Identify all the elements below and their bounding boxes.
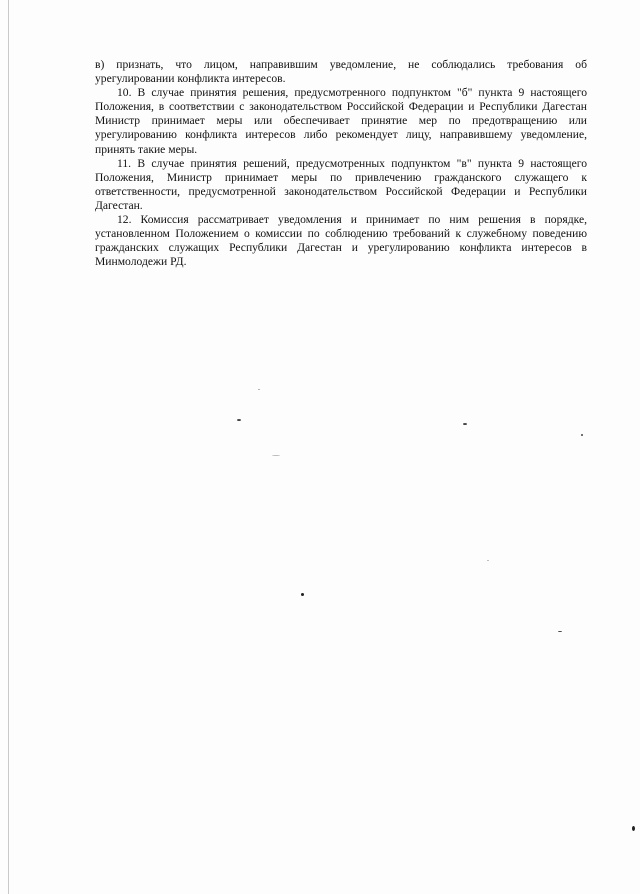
paragraph-item-v: в) признать, что лицом, направившим уведомление, не соблюдались требования об урегулировании конфликта интересов. bbox=[95, 58, 587, 86]
scan-speck bbox=[301, 593, 304, 596]
scan-speck bbox=[487, 560, 489, 561]
document-body bbox=[95, 58, 587, 269]
scan-speck bbox=[581, 434, 583, 436]
scan-speck bbox=[258, 389, 260, 390]
paragraph-10: 10. В случае принятия решения, предусмотренного подпунктом "б" пункта 9 настоящего Положения, в соответствии с законодательством Российской Федерации и Республики Дагестан Министр принимает меры или обеспечивает принятие мер по предотвращению или урегулированию конфликта интересов либо рекомендует лицу, направившему уведомление, принять такие меры. bbox=[95, 86, 587, 156]
paragraph-12: 12. Комиссия рассматривает уведомления и принимает по ним решения в порядке, установленном Положением о комиссии по соблюдению требований к служебному поведению гражданских служащих Республики Дагестан и урегулированию конфликта интересов в Минмолодежи РД. bbox=[95, 213, 587, 269]
scan-edge-line bbox=[8, 0, 9, 894]
scan-speck bbox=[272, 455, 280, 456]
scan-speck bbox=[463, 423, 467, 425]
paragraph-11: 11. В случае принятия решений, предусмотренных подпунктом "в" пункта 9 настоящего Положения, Министр принимает меры по привлечению гражданского служащего к ответственности, предусмотренной законодательством Российской Федерации и Республики Дагестан. bbox=[95, 156, 587, 212]
scan-speck bbox=[237, 419, 241, 421]
scan-speck bbox=[558, 631, 562, 632]
scan-speck bbox=[632, 826, 635, 831]
